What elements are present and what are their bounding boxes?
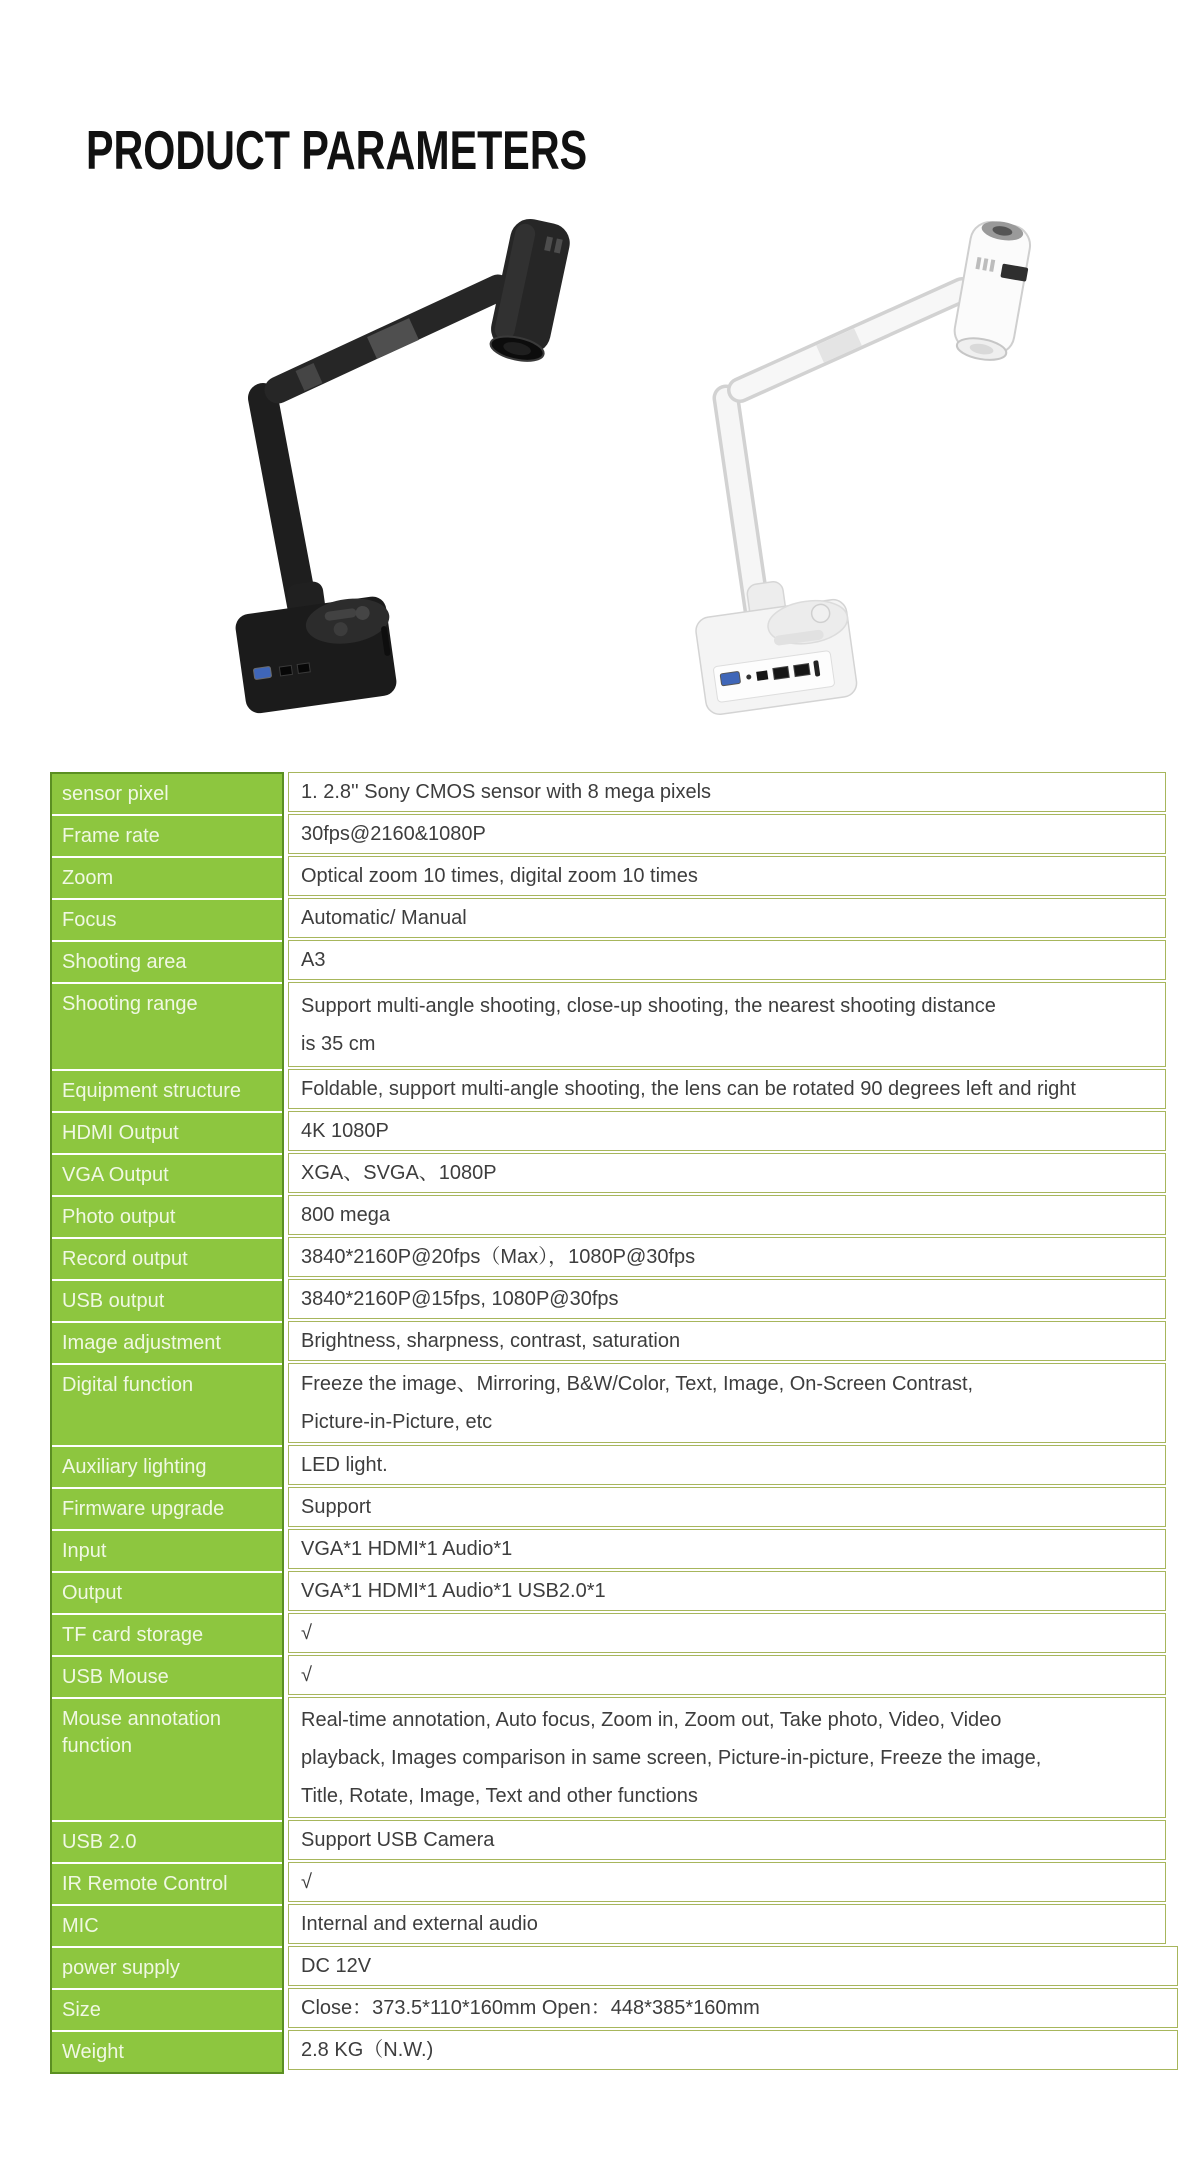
spec-label-cell: [52, 1699, 282, 1820]
spec-value-cell: [288, 1111, 1166, 1151]
spec-value-line: playback, Images comparison in same screen, Picture-in-picture, Freeze the image,: [301, 1746, 1042, 1769]
spec-value-line: √: [301, 1664, 312, 1686]
spec-value-cell: [288, 1069, 1166, 1109]
spec-value-line: Foldable, support multi-angle shooting, the lens can be rotated 90 degrees left and right: [301, 1078, 1076, 1100]
spec-value-line: 4K 1080P: [301, 1120, 389, 1142]
spec-value-line: LED light.: [301, 1454, 388, 1476]
spec-value-line: 2.8 KG（N.W.): [301, 2039, 434, 2061]
spec-label-text: VGA Output: [62, 1164, 169, 1186]
spec-value-cell: [288, 1529, 1166, 1569]
spec-value-cell: [288, 1697, 1166, 1818]
spec-label-cell: [52, 942, 282, 982]
spec-value-line: Close：373.5*110*160mm Open：448*385*160mm: [301, 1997, 760, 2019]
spec-value-cell: [288, 1487, 1166, 1527]
spec-value-line: is 35 cm: [301, 1032, 376, 1055]
spec-value-cell: [288, 1321, 1166, 1361]
spec-value-cell: [288, 1153, 1166, 1193]
spec-label-text: Equipment structure: [62, 1080, 241, 1102]
spec-label-cell: [52, 1071, 282, 1111]
spec-value-line: Brightness, sharpness, contrast, saturation: [301, 1330, 681, 1352]
spec-label-text: Shooting area: [62, 951, 187, 973]
spec-value-cell: [288, 1571, 1166, 1611]
spec-value-cell: [288, 940, 1166, 980]
spec-label-text: TF card storage: [62, 1624, 204, 1646]
spec-label-text: Input: [62, 1540, 107, 1562]
spec-value-line: Internal and external audio: [301, 1913, 538, 1935]
spec-label-cell: [52, 1864, 282, 1904]
spec-label-text: Zoom: [62, 867, 114, 889]
spec-value-line: DC 12V: [301, 1955, 372, 1977]
spec-label-cell: [52, 1323, 282, 1363]
spec-label-text: Image adjustment: [62, 1332, 221, 1354]
spec-label-text: Focus: [62, 909, 117, 931]
spec-value-line: Picture-in-Picture, etc: [301, 1411, 493, 1433]
spec-label-text: MIC: [62, 1915, 99, 1937]
spec-label-text: USB 2.0: [62, 1831, 137, 1853]
spec-label-text: Frame rate: [62, 825, 160, 847]
spec-value-line: 1. 2.8'' Sony CMOS sensor with 8 mega pixels: [301, 781, 712, 803]
spec-value-line: √: [301, 1622, 312, 1644]
spec-label-text: Mouse annotation function: [62, 1708, 222, 1757]
spec-label-cell: [52, 900, 282, 940]
spec-label-cell: [52, 1239, 282, 1279]
spec-value-cell: [288, 2030, 1178, 2070]
page-title: PRODUCT PARAMETERS: [86, 119, 588, 181]
spec-value-cell: [288, 1613, 1166, 1653]
spec-label-text: IR Remote Control: [62, 1873, 228, 1895]
spec-value-cell: [288, 898, 1166, 938]
spec-label-cell: [52, 1615, 282, 1655]
spec-value-line: √: [301, 1871, 312, 1893]
spec-value-cell: [288, 1237, 1166, 1277]
spec-label-cell: [52, 816, 282, 856]
spec-label-cell: [52, 1197, 282, 1237]
spec-value-line: Real-time annotation, Auto focus, Zoom in, Zoom out, Take photo, Video, Video: [301, 1708, 1002, 1731]
spec-value-cell: [288, 1862, 1166, 1902]
spec-label-cell: [52, 1573, 282, 1613]
spec-value-line: 800 mega: [301, 1204, 390, 1226]
spec-label-text: Output: [62, 1582, 123, 1604]
spec-label-cell: [52, 858, 282, 898]
spec-value-cell: [288, 1904, 1166, 1944]
white-camera-illustration: [691, 217, 1036, 716]
spec-value-cell: [288, 1946, 1178, 1986]
spec-value-line: 3840*2160P@15fps, 1080P@30fps: [301, 1288, 619, 1310]
spec-label-cell: [52, 1155, 282, 1195]
spec-label-cell: [52, 1657, 282, 1697]
spec-label-cell: [52, 1531, 282, 1571]
spec-label-text: Shooting range: [62, 993, 198, 1015]
spec-label-text: Auxiliary lighting: [62, 1456, 207, 1478]
spec-value-cell: [288, 1195, 1166, 1235]
spec-label-cell: [52, 774, 282, 814]
spec-label-text: Record output: [62, 1248, 188, 1270]
spec-label-cell: [52, 1281, 282, 1321]
spec-label-text: Weight: [62, 2041, 124, 2063]
spec-label-cell: [52, 984, 282, 1069]
white-camera-head: [950, 217, 1035, 365]
spec-label-text: power supply: [62, 1957, 180, 1979]
spec-value-line: Support USB Camera: [301, 1829, 495, 1851]
spec-value-line: Automatic/ Manual: [301, 907, 467, 929]
spec-value-cell: [288, 772, 1166, 812]
spec-value-line: VGA*1 HDMI*1 Audio*1 USB2.0*1: [301, 1580, 606, 1602]
spec-value-cell: [288, 1279, 1166, 1319]
spec-label-text: HDMI Output: [62, 1122, 179, 1144]
spec-value-line: Freeze the image、Mirroring, B&W/Color, Text, Image, On-Screen Contrast,: [301, 1373, 974, 1395]
spec-label-cell: [52, 1489, 282, 1529]
spec-label-cell: [52, 1113, 282, 1153]
spec-value-cell: [288, 1988, 1178, 2028]
spec-value-cell: [288, 1820, 1166, 1860]
hero-illustration: [0, 168, 1200, 748]
spec-value-column: [288, 772, 1166, 2070]
spec-value-line: Optical zoom 10 times, digital zoom 10 times: [301, 865, 698, 887]
spec-label-text: sensor pixel: [62, 783, 169, 805]
spec-value-line: Support multi-angle shooting, close-up shooting, the nearest shooting distance: [301, 994, 996, 1017]
spec-value-line: Title, Rotate, Image, Text and other functions: [301, 1784, 698, 1807]
spec-label-cell: [52, 1990, 282, 2030]
spec-value-cell: [288, 1655, 1166, 1695]
spec-label-text: USB Mouse: [62, 1666, 169, 1688]
white-camera-base: [691, 572, 859, 716]
spec-value-line: Support: [301, 1496, 372, 1518]
spec-label-text: Size: [62, 1999, 101, 2021]
black-camera-base: [231, 572, 401, 715]
spec-label-cell: [52, 1948, 282, 1988]
spec-label-text: Digital function: [62, 1374, 194, 1396]
spec-table: [50, 772, 1166, 2074]
spec-label-text: Photo output: [62, 1206, 176, 1228]
spec-label-column: [50, 772, 284, 2074]
spec-label-cell: [52, 1365, 282, 1445]
spec-value-line: 30fps@2160&1080P: [301, 823, 486, 845]
spec-label-cell: [52, 1906, 282, 1946]
spec-value-line: VGA*1 HDMI*1 Audio*1: [301, 1538, 513, 1560]
spec-value-cell: [288, 1363, 1166, 1443]
spec-label-text: Firmware upgrade: [62, 1498, 225, 1520]
spec-label-cell: [52, 2032, 282, 2072]
spec-value-line: 3840*2160P@20fps（Max），1080P@30fps: [301, 1246, 696, 1268]
spec-value-line: XGA、SVGA、1080P: [301, 1162, 497, 1184]
spec-value-cell: [288, 856, 1166, 896]
black-camera-illustration: [231, 215, 574, 715]
spec-value-cell: [288, 1445, 1166, 1485]
spec-value-cell: [288, 982, 1166, 1067]
spec-label-cell: [52, 1822, 282, 1862]
spec-value-cell: [288, 814, 1166, 854]
spec-value-line: A3: [301, 949, 326, 971]
spec-label-text: USB output: [62, 1290, 165, 1312]
spec-label-cell: [52, 1447, 282, 1487]
